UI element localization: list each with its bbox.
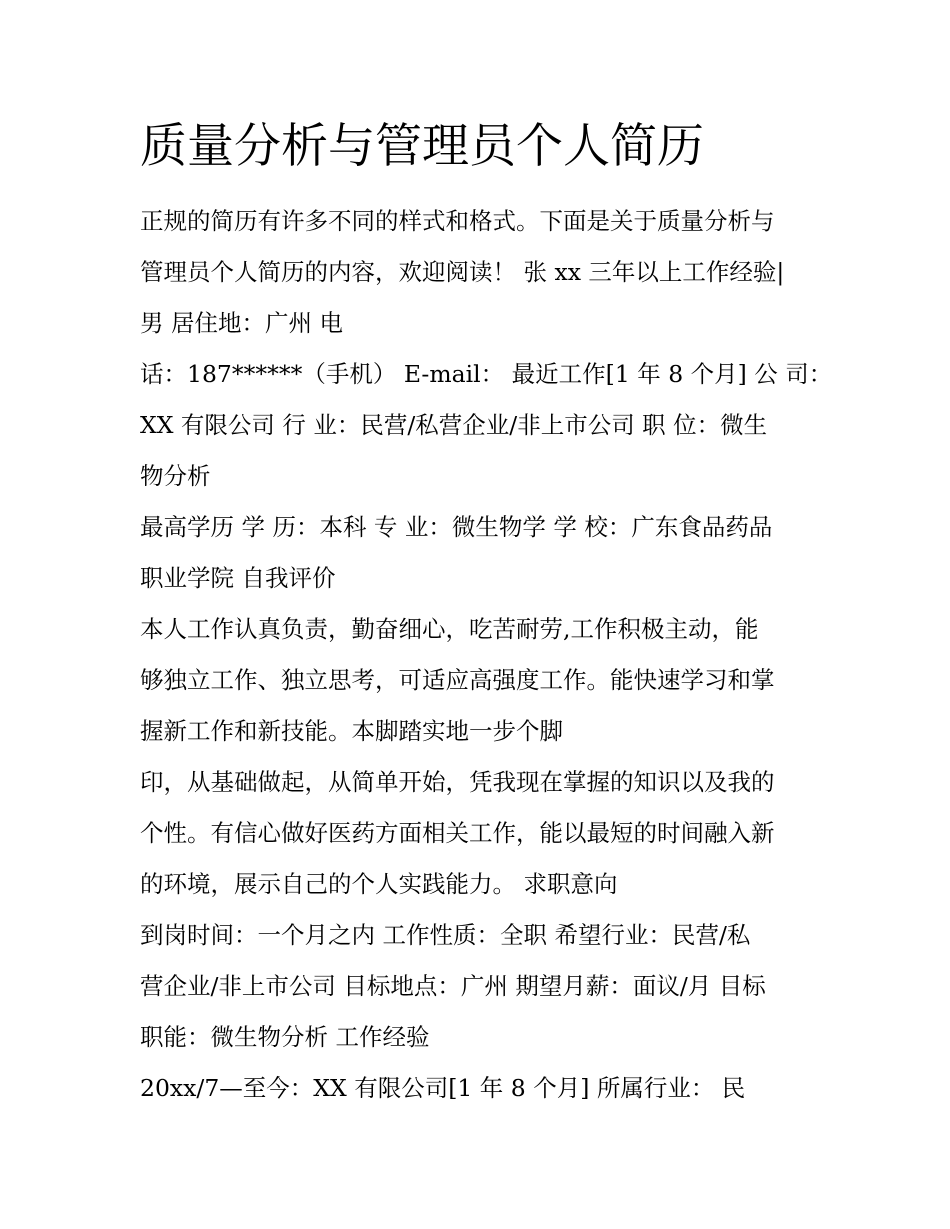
body-line: 到岗时间：一个月之内 工作性质：全职 希望行业：民营/私 (140, 921, 751, 949)
body-line: 够独立工作、独立思考，可适应高强度工作。能快速学习和掌 (140, 666, 775, 694)
body-line: 握新工作和新技能。本脚踏实地一步个脚 (140, 717, 563, 745)
document-title: 质量分析与管理员个人简历 (140, 119, 704, 174)
body-line: 20xx/7—至今：XX 有限公司[1 年 8 个月] 所属行业： 民 (140, 1074, 746, 1102)
body-line: 个性。有信心做好医药方面相关工作，能以最短的时间融入新 (140, 819, 775, 847)
body-line: 正规的简历有许多不同的样式和格式。下面是关于质量分析与 (140, 207, 775, 235)
body-line: 的环境，展示自己的个人实践能力。 求职意向 (140, 870, 618, 898)
body-line: 男 居住地：广州 电 (140, 309, 343, 337)
body-line: 本人工作认真负责，勤奋细心，吃苦耐劳,工作积极主动，能 (140, 615, 759, 643)
body-line: 职业学院 自我评价 (140, 564, 336, 592)
body-line: 最高学历 学 历：本科 专 业：微生物学 学 校：广东食品药品 (140, 513, 773, 541)
body-line: 管理员个人简历的内容，欢迎阅读！ 张 xx 三年以上工作经验| (140, 258, 785, 286)
body-line: 营企业/非上市公司 目标地点：广州 期望月薪：面议/月 目标 (140, 972, 766, 1000)
body-line: 物分析 (140, 462, 211, 490)
body-line: XX 有限公司 行 业：民营/私营企业/非上市公司 职 位：微生 (140, 411, 768, 439)
document-body (140, 196, 833, 1114)
body-line: 印，从基础做起，从简单开始，凭我现在掌握的知识以及我的 (140, 768, 775, 796)
body-line: 话：187******（手机） E-mail： 最近工作[1 年 8 个月] 公 司： (140, 360, 833, 388)
body-line: 职能：微生物分析 工作经验 (140, 1023, 430, 1051)
